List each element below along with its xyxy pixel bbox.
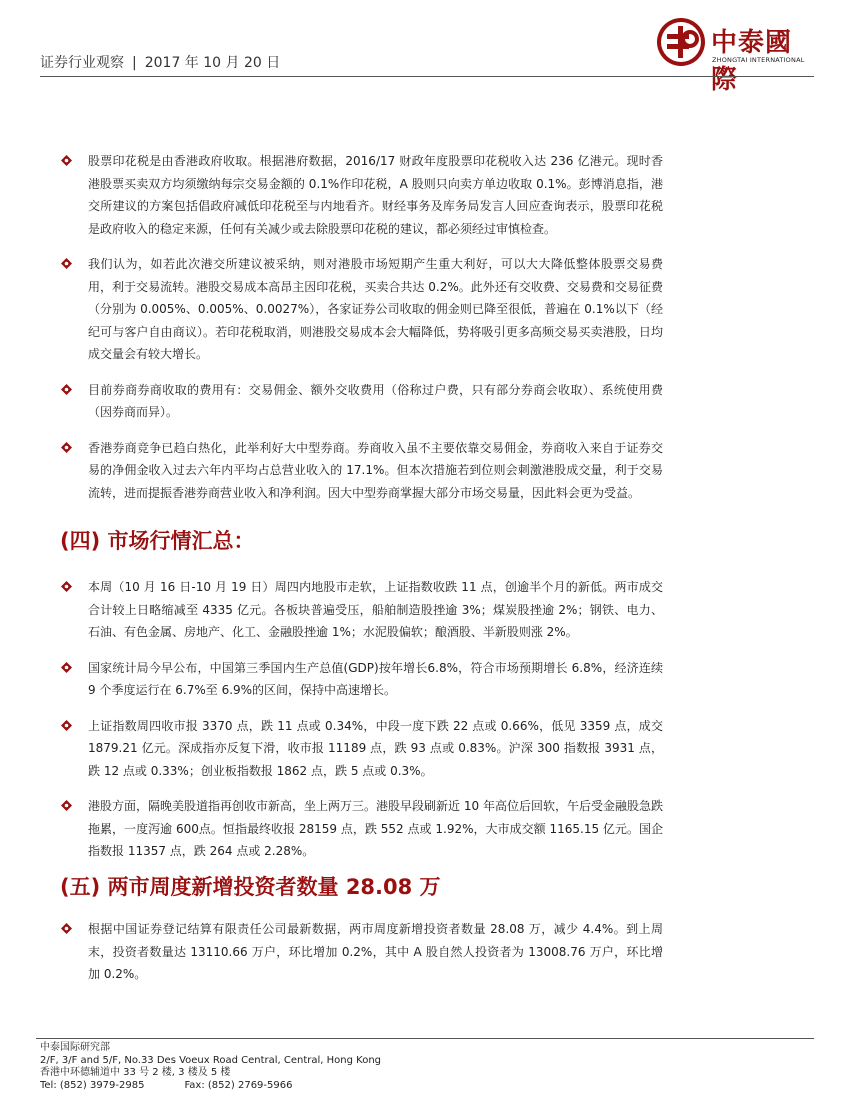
section-title-market-summary: (四) 市场行情汇总： <box>60 529 255 553</box>
list-item <box>88 715 663 783</box>
paragraph-text: 股票印花税是由香港政府收取。根据港府数据，2016/17 财政年度股票印花税收入达 236 亿港元。现时香港股票买卖双方均须缴纳每宗交易金额的 0.1%作印花税，A 股则只向卖方单边收取 0.1%。彭博消息指，港交所建议的方案包括倡政府减低印花税至与内地看齐。财经事务及库务局发言人回应查询表示，股票印花税是政府收入的稳定来源，任何有关减少或去除股票印花税的建议，都必须经过审慎检查。 <box>88 154 663 236</box>
diamond-bullet-icon <box>61 800 72 811</box>
paragraph-text: 香港券商竞争已趋白热化，此举利好大中型券商。券商收入虽不主要依靠交易佣金，券商收入来自于证券交易的净佣金收入过去六年内平均占总营业收入的 17.1%。但本次措施若到位则会刺激港股成交量，利于交易流转，进而提振香港券商营业收入和净利润。因大中型券商掌握大部分市场交易量，因此料会更为受益。 <box>88 440 663 500</box>
paragraph-text: 国家统计局今早公布，中国第三季国内生产总值(GDP)按年增长6.8%，符合市场预期增长 6.8%，经济连续 9 个季度运行在 6.7%至 6.9%的区间，保持中高速增长。 <box>88 660 663 697</box>
footer-contact <box>40 1080 381 1093</box>
zhongtai-logo-icon <box>655 16 707 68</box>
list-item <box>88 576 663 644</box>
logo-name: 中泰國際 <box>711 28 793 95</box>
header-category: 证券行业观察 <box>40 55 124 71</box>
footer-tel: Tel: (852) 3979-2985 <box>40 1079 145 1091</box>
list-item <box>88 150 663 240</box>
header-rule <box>40 76 814 77</box>
footer-rule <box>36 1038 814 1039</box>
diamond-bullet-icon <box>61 720 72 731</box>
section-title-new-investors: (五) 两市周度新增投资者数量 28.08 万 <box>60 875 441 899</box>
diamond-bullet-icon <box>61 442 72 453</box>
paragraph-text: 根据中国证券登记结算有限责任公司最新数据，两市周度新增投资者数量 28.08 万，减少 4.4%。到上周末，投资者数量达 13110.66 万户，环比增加 0.2%，其中 A 股自然人投资者为 13008.76 万户，环比增加 0.2%。 <box>88 922 663 981</box>
market-commentary <box>88 150 663 517</box>
paragraph-text: 港股方面，隔晚美股道指再创收市新高，坐上两万三。港股早段刷新近 10 年高位后回软，午后受金融股急跌拖累，一度泻逾 600点。恒指最终收报 28159 点，跌 552 点或 1.92%，大市成交额 1165.15 亿元。国企指数报 11357 点，跌 264 点或 2.28%。 <box>88 799 663 858</box>
paragraph-text: 目前券商券商收取的费用有：交易佣金、额外交收费用（俗称过户费，只有部分券商会收取）、系统使用费（因券商而异）。 <box>88 382 663 419</box>
diamond-bullet-icon <box>61 923 72 934</box>
footer-fax: Fax: (852) 2769-5966 <box>184 1079 293 1091</box>
header-text: 证券行业观察 | 2017 年 10 月 20 日 <box>40 55 281 71</box>
page-footer <box>40 1042 381 1092</box>
paragraph-text: 上证指数周四收市报 3370 点，跌 11 点或 0.34%，中段一度下跌 22 点或 0.66%，低见 3359 点，成交 1879.21 亿元。深成指亦反复下滑，收市报 11189 点，跌 93 点或 0.83%。沪深 300 指数报 3931 点，跌 12 点或 0.33%；创业板指数报 1862 点，跌 5 点或 0.3%。 <box>88 718 663 778</box>
footer-address-cn: 香港中环德辅道中 33 号 2 楼, 3 楼及 5 楼 <box>40 1067 231 1078</box>
logo-subtitle: ZHONGTAI INTERNATIONAL <box>712 56 805 64</box>
list-item <box>88 918 663 986</box>
list-item <box>88 437 663 505</box>
list-item <box>88 253 663 366</box>
footer-address-en: 2/F, 3/F and 5/F, No.33 Des Voeux Road Central, Central, Hong Kong <box>40 1054 382 1066</box>
diamond-bullet-icon <box>61 155 72 166</box>
footer-company: 中泰国际研究部 <box>40 1042 110 1053</box>
new-investors <box>88 918 663 999</box>
diamond-bullet-icon <box>61 662 72 673</box>
diamond-bullet-icon <box>61 581 72 592</box>
company-logo <box>655 16 815 95</box>
market-summary <box>88 576 663 876</box>
diamond-bullet-icon <box>61 258 72 269</box>
page-header <box>0 0 850 95</box>
list-item <box>88 795 663 863</box>
paragraph-text: 本周（10 月 16 日-10 月 19 日）周四内地股市走软，上证指数收跌 11 点，创逾半个月的新低。两市成交合计较上日略缩减至 4335 亿元。各板块普遍受压，船舶制造股挫逾 3%；煤炭股挫逾 2%；钢铁、电力、石油、有色金属、房地产、化工、金融股挫逾 1%；水泥股偏软；酿酒股、半新股则涨 2%。 <box>88 580 663 639</box>
header-date: 2017 年 10 月 20 日 <box>144 55 281 71</box>
list-item <box>88 657 663 702</box>
diamond-bullet-icon <box>61 384 72 395</box>
paragraph-text: 我们认为，如若此次港交所建议被采纳，则对港股市场短期产生重大利好，可以大大降低整体股票交易费用，利于交易流转。港股交易成本高昂主因印花税，买卖合共达 0.2%。此外还有交收费、交易费和交易征费（分别为 0.005%、0.005%、0.0027%），各家证券公司收取的佣金则已降至很低，普遍在 0.1%以下（经纪可与客户自由商议）。若印花税取消，则港股交易成本会大幅降低，势将吸引更多高频交易买卖港股，日均成交量会有较大增长。 <box>88 257 663 361</box>
list-item <box>88 379 663 424</box>
